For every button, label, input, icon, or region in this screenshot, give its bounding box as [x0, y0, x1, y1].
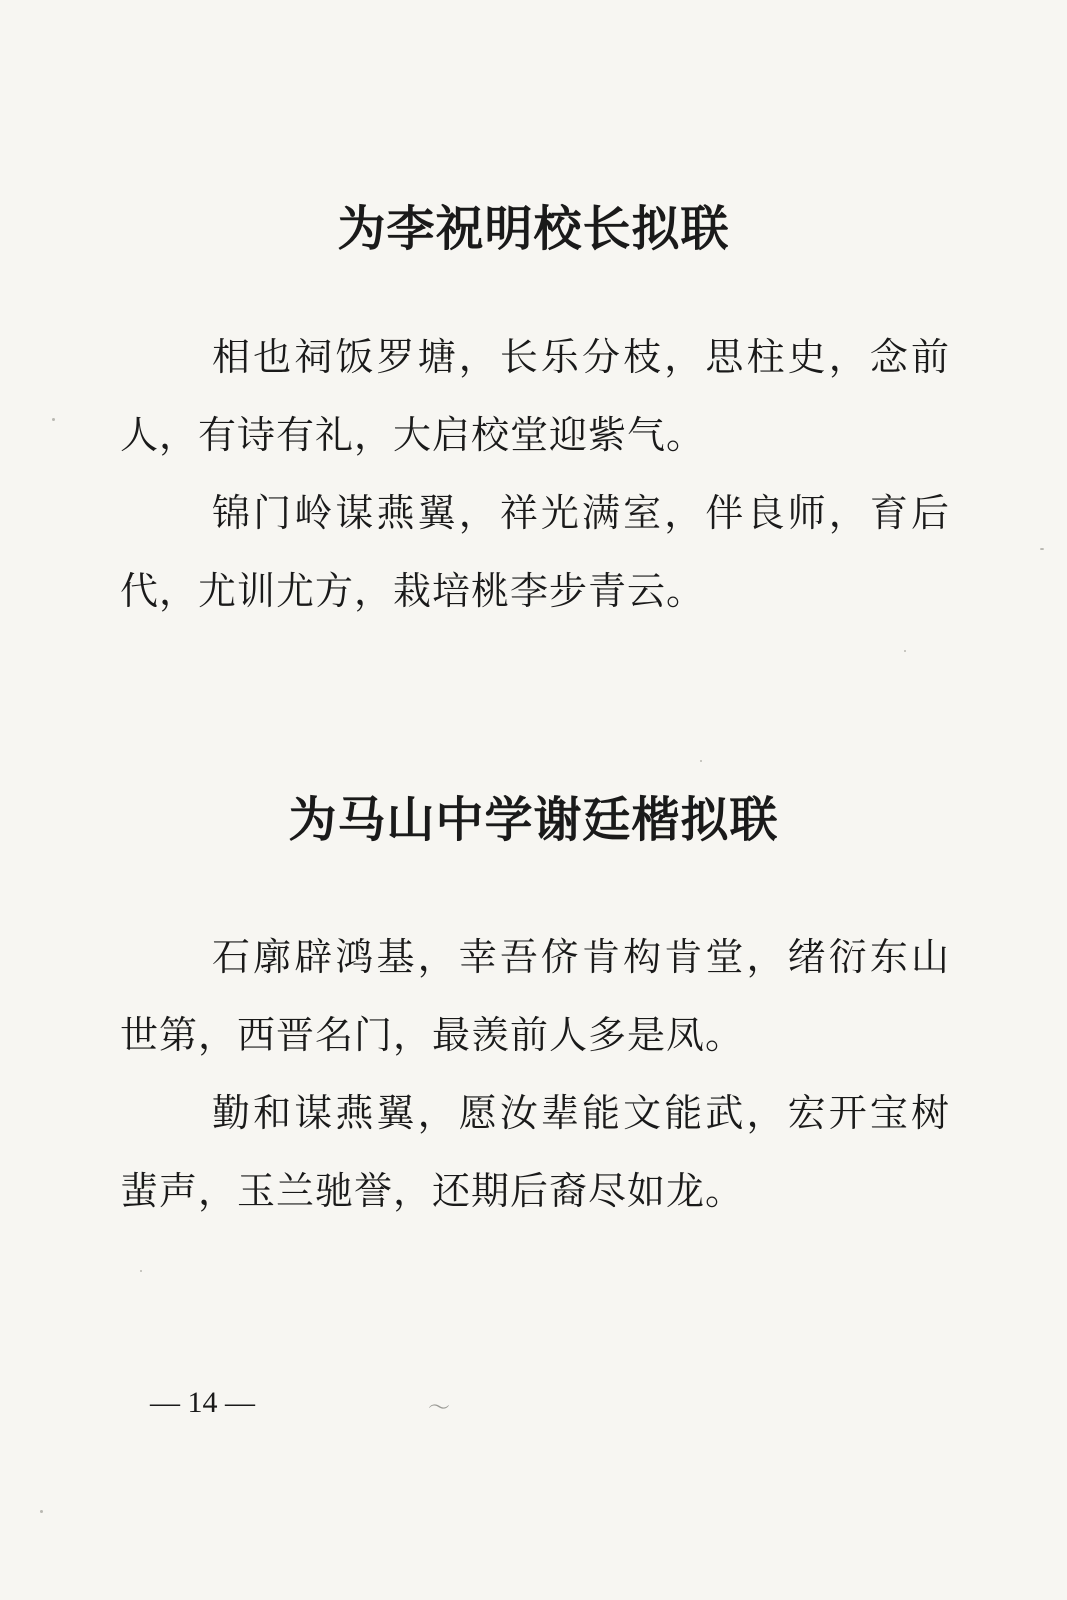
- couplet-line-lower: 勤和谋燕翼，愿汝辈能文能武，宏开宝树蜚声，玉兰驰誉，还期后裔尽如龙。: [120, 1091, 950, 1213]
- page-number: — 14 —: [150, 1386, 255, 1419]
- paper-speck: [40, 1510, 43, 1513]
- couplet-line-lower: 锦门岭谋燕翼，祥光满室，伴良师，育后代，尤训尤方，栽培桃李步青云。: [120, 491, 950, 613]
- paper-speck: [140, 1270, 142, 1272]
- scan-mark: 〜: [428, 1396, 451, 1421]
- couplet-line-upper: 相也祠饭罗塘，长乐分枝，思柱史，念前人，有诗有礼，大启校堂迎紫气。: [120, 335, 950, 457]
- paper-speck: [904, 650, 906, 652]
- paper-speck: [52, 418, 55, 421]
- section-title-mashan-school: 为马山中学谢廷楷拟联: [288, 792, 779, 848]
- paper-speck: [700, 760, 702, 762]
- section-title-li-zhuming: 为李祝明校长拟联: [337, 201, 730, 257]
- paper-speck: [1040, 548, 1044, 550]
- couplet-line-upper: 石廓辟鸿基，幸吾侪肯构肯堂，绪衍东山世第，西晋名门，最羡前人多是凤。: [120, 935, 950, 1057]
